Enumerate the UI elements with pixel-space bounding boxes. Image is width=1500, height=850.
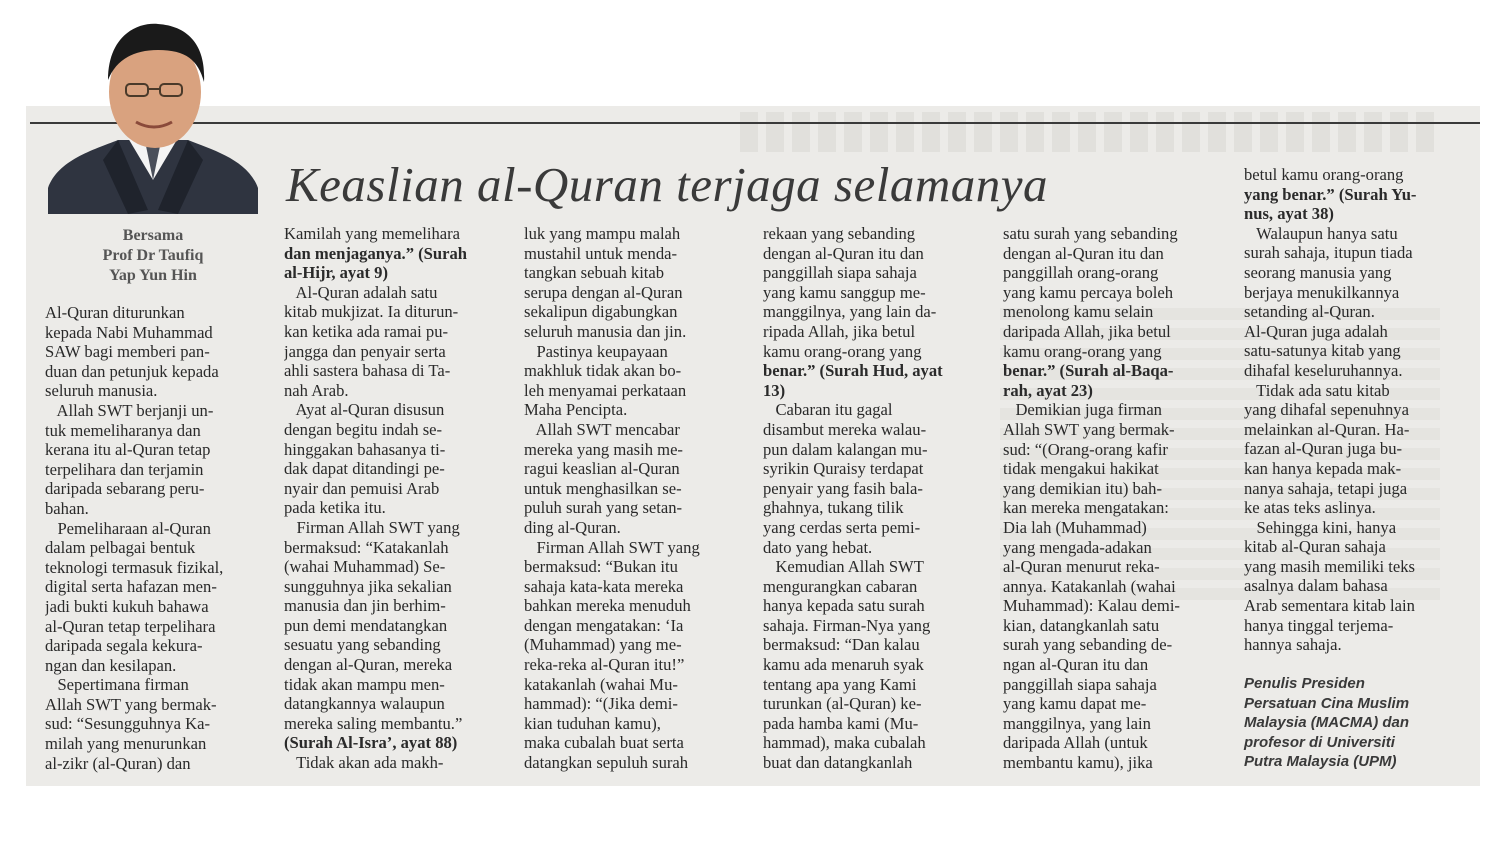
article-line: (Surah Al-Isra’, ayat 88) <box>284 733 458 753</box>
article-line: manggilnya, yang lain <box>1003 713 1151 733</box>
article-line: untuk menghasilkan se- <box>524 478 682 498</box>
article-line: yang kamu percaya boleh <box>1003 282 1174 302</box>
article-line: daripada Allah (untuk <box>1003 733 1148 753</box>
article-column-1 <box>45 303 267 775</box>
article-line: membantu kamu), jika <box>1003 753 1153 773</box>
article-line: leh menyamai perkataan <box>524 380 687 400</box>
article-line: panggillah orang-orang <box>1003 263 1159 283</box>
article-line: dengan al-Quran, mereka <box>284 655 453 675</box>
article-line: Allah SWT mencabar <box>524 419 680 439</box>
article-line: seluruh manusia. <box>45 381 158 401</box>
article-line: pun dalam kalangan mu- <box>763 439 928 459</box>
article-line: tidak mengakui hakikat <box>1003 459 1159 479</box>
article-column-3 <box>524 224 746 774</box>
article-line: Kamilah yang memelihara <box>284 224 461 243</box>
article-line: duan dan petunjuk kepada <box>45 361 219 381</box>
byline-line: Prof Dr Taufiq <box>102 247 204 264</box>
article-line: hannya sahaja. <box>1244 635 1342 655</box>
article-line: Pastinya keupayaan <box>524 341 668 361</box>
article-line: Arab sementara kitab lain <box>1244 596 1415 616</box>
article-line: yang dihafal sepenuhnya <box>1244 400 1409 420</box>
byline <box>48 226 258 286</box>
article-line: tidak akan mampu men- <box>284 674 445 694</box>
article-line: syrikin Quraisy terdapat <box>763 459 924 479</box>
article-line: kian, datangkanlah satu <box>1003 615 1160 635</box>
article-line: mereka saling membantu.” <box>284 713 463 733</box>
author-portrait <box>48 10 258 214</box>
article-line: berjaya menukilkannya <box>1244 282 1400 302</box>
article-column-5 <box>1003 224 1225 774</box>
article-line: al-Quran menurut reka- <box>1003 557 1160 577</box>
article-line: seorang manusia yang <box>1244 262 1392 282</box>
article-line: sahaja. Firman-Nya yang <box>763 615 931 635</box>
article-line: setanding al-Quran. <box>1244 302 1375 322</box>
article-line: sungguhnya jika sekalian <box>284 576 452 596</box>
article-line: fazan al-Quran juga bu- <box>1244 439 1403 459</box>
article-line: dalam pelbagai bentuk <box>45 538 196 558</box>
author-note-line: Malaysia (MACMA) dan <box>1244 714 1410 732</box>
article-line: al-Hijr, ayat 9) <box>284 263 389 283</box>
article-line: luk yang mampu malah <box>524 224 681 243</box>
article-line: maka cubalah buat serta <box>524 733 684 753</box>
article-line: kan ketika ada ramai pu- <box>284 321 449 341</box>
article-line: hammad): “(Jika demi- <box>524 694 678 714</box>
article-line: dengan mengatakan: ‘Ia <box>524 615 684 635</box>
article-line: sesuatu yang sebanding <box>284 635 441 655</box>
article-line: Ayat al-Quran disusun <box>284 400 445 420</box>
article-line: tangkan sebuah kitab <box>524 263 665 283</box>
article-line: SAW bagi memberi pan- <box>45 342 210 362</box>
article-line: Pemeliharaan al-Quran <box>45 518 211 538</box>
article-line: yang kamu sanggup me- <box>763 282 926 302</box>
article-column-4 <box>763 224 985 774</box>
bleed-through <box>740 112 1440 152</box>
article-line: ding al-Quran. <box>524 517 621 537</box>
article-line: yang benar.” (Surah Yu- <box>1244 184 1417 204</box>
article-line: bahan. <box>45 498 89 518</box>
article-line: hanya kepada satu surah <box>763 596 925 616</box>
article-line: makhluk tidak akan bo- <box>524 361 682 381</box>
article-line: ghahnya, tukang tilik <box>763 498 904 518</box>
article-line: Firman Allah SWT yang <box>284 517 460 537</box>
article-line: rekaan yang sebanding <box>763 224 916 243</box>
article-line: melainkan al-Quran. Ha- <box>1244 419 1410 439</box>
article-line: ke atas teks aslinya. <box>1244 498 1376 518</box>
article-line: Al-Quran juga adalah <box>1244 321 1388 341</box>
article-line: dan menjaganya.” (Surah <box>284 243 468 263</box>
article-line: ragui keaslian al-Quran <box>524 459 680 479</box>
article-line: Allah SWT yang bermak- <box>45 694 217 714</box>
article-line: kian tuduhan kamu), <box>524 713 661 733</box>
article-line: kerana itu al-Quran tetap <box>45 440 211 460</box>
article-line: hanya tinggal terjema- <box>1244 615 1394 635</box>
article-line: mengurangkan cabaran <box>763 576 918 596</box>
article-column-6 <box>1244 165 1466 665</box>
article-line: (Muhammad) yang me- <box>524 635 682 655</box>
article-line: nyair dan pemuisi Arab <box>284 478 440 498</box>
article-line: sahaja kata-kata mereka <box>524 576 684 596</box>
article-line: manggilnya, yang lain da- <box>763 302 937 322</box>
author-note-line: Persatuan Cina Muslim <box>1244 694 1410 712</box>
article-line: datangkannya walaupun <box>284 694 445 714</box>
article-line: Walaupun hanya satu <box>1244 223 1398 243</box>
article-line: puluh surah yang setan- <box>524 498 683 518</box>
article-line: ahli sastera bahasa di Ta- <box>284 361 451 381</box>
article-line: Dia lah (Muhammad) <box>1003 517 1147 537</box>
article-line: milah yang menurunkan <box>45 734 207 754</box>
article-line: Tidak ada satu kitab <box>1244 380 1390 400</box>
byline-line: Yap Yun Hin <box>109 267 197 284</box>
article-line: yang mengada-adakan <box>1003 537 1152 557</box>
article-line: sekalipun digabungkan <box>524 302 678 322</box>
article-line: serupa dengan al-Quran <box>524 282 683 302</box>
article-line: kan hanya kepada mak- <box>1244 458 1402 478</box>
article-line: al-zikr (al-Quran) dan <box>45 753 191 773</box>
headline: Keaslian al-Quran terjaga selamanya <box>286 157 1048 212</box>
article-line: Allah SWT yang bermak- <box>1003 419 1175 439</box>
article-line: kepada Nabi Muhammad <box>45 322 213 342</box>
article-line: turunkan (al-Quran) ke- <box>763 694 922 714</box>
article-line: mustahil untuk menda- <box>524 243 678 263</box>
article-line: Sehingga kini, hanya <box>1244 517 1397 537</box>
article-line: benar.” (Surah Hud, ayat <box>763 361 943 381</box>
author-note-line: Putra Malaysia (UPM) <box>1244 753 1397 771</box>
article-line: dengan al-Quran itu dan <box>763 243 924 263</box>
article-line: dato yang hebat. <box>763 537 873 557</box>
article-line: buat dan datangkanlah <box>763 753 913 773</box>
article-line: Cabaran itu gagal <box>763 400 893 420</box>
article-line: pada hamba kami (Mu- <box>763 713 919 733</box>
article-line: yang masih memiliki teks <box>1244 556 1415 576</box>
article-line: pun demi mendatangkan <box>284 615 448 635</box>
article-line: betul kamu orang-orang <box>1244 165 1404 184</box>
article-line: manusia dan jin berhim- <box>284 596 446 616</box>
article-line: terpelihara dan terjamin <box>45 459 204 479</box>
article-line: teknologi termasuk fizikal, <box>45 557 224 577</box>
article-column-2 <box>284 224 506 774</box>
article-line: 13) <box>763 380 786 400</box>
article-line: dak dapat ditandingi pe- <box>284 459 445 479</box>
author-note-line: Penulis Presiden <box>1244 675 1365 692</box>
article-line: daripada segala kekura- <box>45 636 203 656</box>
article-line: mereka yang masih me- <box>524 439 683 459</box>
article-line: dihafal keseluruhannya. <box>1244 360 1403 380</box>
article-line: nah Arab. <box>284 380 349 400</box>
article-line: tentang apa yang Kami <box>763 674 917 694</box>
article-line: Allah SWT berjanji un- <box>45 400 214 420</box>
article-line: disambut mereka walau- <box>763 419 927 439</box>
article-line: digital serta hafazan men- <box>45 577 217 597</box>
article-line: seluruh manusia dan jin. <box>524 321 687 341</box>
article-line: satu surah yang sebanding <box>1003 224 1178 243</box>
article-line: katakanlah (wahai Mu- <box>524 674 678 694</box>
article-line: yang demikian itu) bah- <box>1003 478 1162 498</box>
article-line: surah sahaja, itupun tiada <box>1244 243 1413 263</box>
article-line: Kemudian Allah SWT <box>763 557 924 577</box>
article-line: yang cerdas serta pemi- <box>763 517 921 537</box>
article-line: daripada Allah, jika betul <box>1003 321 1171 341</box>
article-line: Muhammad): Kalau demi- <box>1003 596 1180 616</box>
article-line: surah yang sebanding de- <box>1003 635 1173 655</box>
article-line: jadi bukti kukuh bahawa <box>45 596 209 616</box>
article-line: rah, ayat 23) <box>1003 380 1093 400</box>
article-line: kan mereka mengatakan: <box>1003 498 1169 518</box>
article-line: bermaksud: “Bukan itu <box>524 557 678 577</box>
article-line: Al-Quran diturunkan <box>45 303 185 322</box>
article-line: panggillah siapa sahaja <box>763 263 917 283</box>
article-line: bahkan mereka menuduh <box>524 596 691 616</box>
article-line: dengan begitu indah se- <box>284 419 443 439</box>
article-line: bermaksud: “Dan kalau <box>763 635 920 655</box>
byline-line: Bersama <box>122 227 184 244</box>
article-line: (wahai Muhammad) Se- <box>284 557 446 577</box>
article-line: sud: “(Orang-orang kafir <box>1003 439 1168 459</box>
article-line: ngan dan kesilapan. <box>45 655 177 675</box>
article-line: al-Quran tetap terpelihara <box>45 616 216 636</box>
article-line: Sepertimana firman <box>45 675 189 695</box>
article-line: reka-reka al-Quran itu!” <box>524 655 685 675</box>
author-note <box>1244 674 1464 772</box>
article-line: nanya sahaja, tetapi juga <box>1244 478 1408 498</box>
article-line: Tidak akan ada makh- <box>284 753 444 773</box>
article-line: pada ketika itu. <box>284 498 386 518</box>
article-line: nus, ayat 38) <box>1244 204 1334 224</box>
article-line: panggillah siapa sahaja <box>1003 674 1157 694</box>
article-line: Maha Pencipta. <box>524 400 628 420</box>
article-line: dengan al-Quran itu dan <box>1003 243 1164 263</box>
article-line: Demikian juga firman <box>1003 400 1162 420</box>
article-line: ripada Allah, jika betul <box>763 321 916 341</box>
article-line: Firman Allah SWT yang <box>524 537 700 557</box>
article-line: kamu orang-orang yang <box>1003 341 1162 361</box>
article-line: kitab al-Quran sahaja <box>1244 537 1386 557</box>
article-line: tuk memeliharanya dan <box>45 420 201 440</box>
article-line: penyair yang fasih bala- <box>763 478 923 498</box>
article-line: sud: “Sesungguhnya Ka- <box>45 714 210 734</box>
article-line: hinggakan bahasanya ti- <box>284 439 446 459</box>
article-line: annya. Katakanlah (wahai <box>1003 576 1176 596</box>
article-line: benar.” (Surah al-Baqa- <box>1003 361 1174 381</box>
article-line: kitab mukjizat. Ia diturun- <box>284 302 459 322</box>
article-line: kamu orang-orang yang <box>763 341 922 361</box>
article-line: bermaksud: “Katakanlah <box>284 537 449 557</box>
article-line: daripada sebarang peru- <box>45 479 205 499</box>
article-line: kamu ada menaruh syak <box>763 655 924 675</box>
article-line: ngan al-Quran itu dan <box>1003 655 1149 675</box>
author-note-line: profesor di Universiti <box>1244 733 1395 751</box>
article-line: asalnya dalam bahasa <box>1244 576 1388 596</box>
article-line: menolong kamu selain <box>1003 302 1154 322</box>
article-line: yang kamu dapat me- <box>1003 694 1147 714</box>
article-line: satu-satunya kitab yang <box>1244 341 1401 361</box>
article-line: datangkan sepuluh surah <box>524 753 689 773</box>
article-line: hammad), maka cubalah <box>763 733 926 753</box>
article-line: Al-Quran adalah satu <box>284 282 438 302</box>
article-line: jangga dan penyair serta <box>284 341 446 361</box>
